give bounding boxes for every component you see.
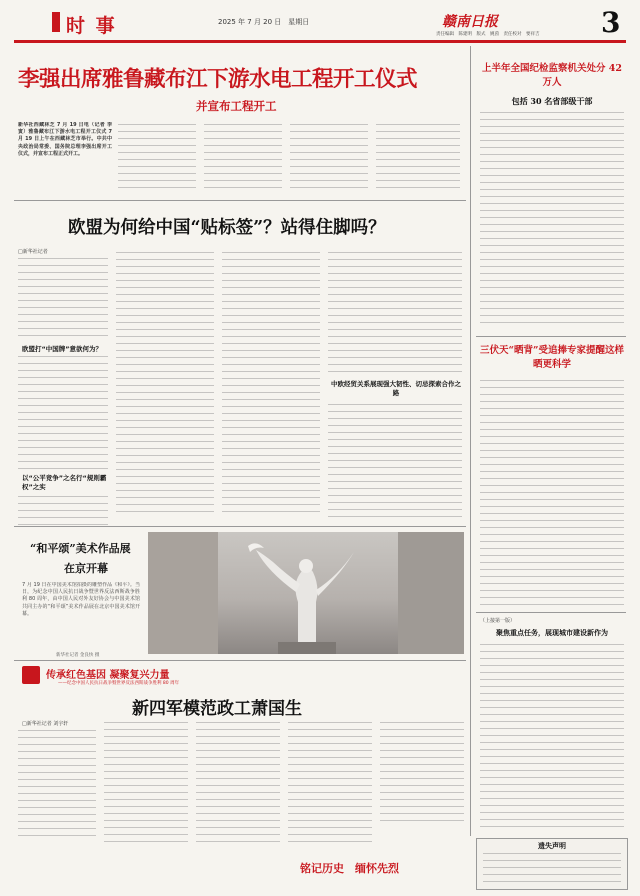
photo-caption: 7 月 19 日在中国美术馆拍摄的雕塑作品《和平》。当日，为纪念中国人民抗日战争暨世界反法西斯战争胜利 80 周年，由中国人民对外友好协会与中国美术馆共同主办的“和平颂”美术作品展在北京中国美术馆开幕。 xyxy=(22,582,140,617)
sidebar-divider-1 xyxy=(476,336,626,337)
series-col2 xyxy=(104,722,188,842)
feature-headline: 欧盟为何给中国“贴标签”？站得住脚吗？ xyxy=(68,218,386,238)
series-top-rule xyxy=(14,660,466,661)
lead-body-col5 xyxy=(376,124,460,190)
notice-box xyxy=(476,838,628,890)
sidebar-story3-headline: 聚焦重点任务，展现城市建设新作为 xyxy=(496,628,608,637)
feature-subtitle-3: 中欧经贸关系展现强大韧性、切忌探索合作之路 xyxy=(331,380,461,397)
feature-col1-bottom xyxy=(18,496,108,526)
sidebar-story2-body xyxy=(480,380,624,606)
masthead-rule xyxy=(14,40,626,43)
feature-col2 xyxy=(116,252,214,518)
feature-subtitle-1: 欧盟打“中国牌”意欲何为？ xyxy=(22,345,103,353)
page-number: 3 xyxy=(601,6,621,39)
series-headline: 新四军模范政工萧国生 xyxy=(132,699,302,719)
series-banner-mark xyxy=(22,666,40,684)
series-byline: □新华社记者 刘宇轩 xyxy=(22,721,69,727)
sidebar-story2-headline: 三伏天“晒背”受追捧专家提醒这样晒更科学 xyxy=(480,345,624,370)
feature-subtitle-2: 以“公平竞争”之名行“规则霸权”之实 xyxy=(22,474,107,491)
feature-col1-mid xyxy=(18,356,108,470)
sidebar-story1-sub: 包括 30 名省部级干部 xyxy=(511,96,593,106)
feature-col3 xyxy=(222,252,320,518)
notice-body xyxy=(483,853,621,885)
series-col5 xyxy=(380,722,464,826)
lead-subhead: 并宣布工程开工 xyxy=(196,99,277,113)
photo-top-rule xyxy=(14,526,466,527)
photo-title-2: 在京开幕 xyxy=(64,562,108,575)
section-emblem xyxy=(52,12,60,32)
sidebar-story3-body xyxy=(480,644,624,832)
feature-top-rule xyxy=(14,200,466,201)
photo-title-1: “和平颂”美术作品展 xyxy=(30,542,131,555)
photo-credit: 新华社记者 金良快 摄 xyxy=(56,653,100,658)
sculpture-photo xyxy=(148,532,464,654)
feature-byline: □新华社记者 xyxy=(18,249,48,255)
series-col4 xyxy=(288,722,372,842)
lead-intro: 新华社西藏林芝 7 月 19 日电（记者 李寅）雅鲁藏布江下游水电工程开工仪式 7 月 19 日上午在西藏林芝市举行。中共中央政治局常委、国务院总理李强出席开工仪式，并宣布工程正式开工。 xyxy=(18,122,112,157)
sidebar-story3-source: （上接第一版） xyxy=(480,618,516,624)
sculpture-illustration xyxy=(148,532,464,654)
feature-col4-top xyxy=(328,252,462,372)
editor-credits: 责任编辑 陈建明 版式 姚茵 责任校对 要祥吉 xyxy=(436,32,540,37)
section-title: 时 事 xyxy=(66,15,117,37)
lead-body-col2 xyxy=(118,124,196,190)
series-col1 xyxy=(18,730,96,842)
sidebar-story1-headline: 上半年全国纪检监察机关处分 42 万人 xyxy=(481,63,623,88)
feature-col1-top xyxy=(18,258,108,338)
lead-body-col3 xyxy=(204,124,282,190)
series-banner: 传承红色基因 凝聚复兴力量 xyxy=(46,670,170,681)
feature-col4-bottom xyxy=(328,404,462,518)
issue-date: 2025 年 7 月 20 日 星期日 xyxy=(218,18,310,26)
series-col3 xyxy=(196,722,280,842)
sidebar-divider-2 xyxy=(476,612,626,613)
paper-name: 赣南日报 xyxy=(442,14,498,30)
lead-body-col4 xyxy=(290,124,368,190)
notice-title: 遗失声明 xyxy=(538,841,566,850)
column-divider xyxy=(470,46,471,836)
sidebar-story1-body xyxy=(480,112,624,328)
series-banner-sub: ——纪念中国人民抗日战争暨世界反法西斯战争胜利 80 周年 xyxy=(58,681,180,686)
lead-headline: 李强出席雅鲁藏布江下游水电工程开工仪式 xyxy=(18,67,418,92)
series-footer: 铭记历史 缅怀先烈 xyxy=(300,862,399,875)
